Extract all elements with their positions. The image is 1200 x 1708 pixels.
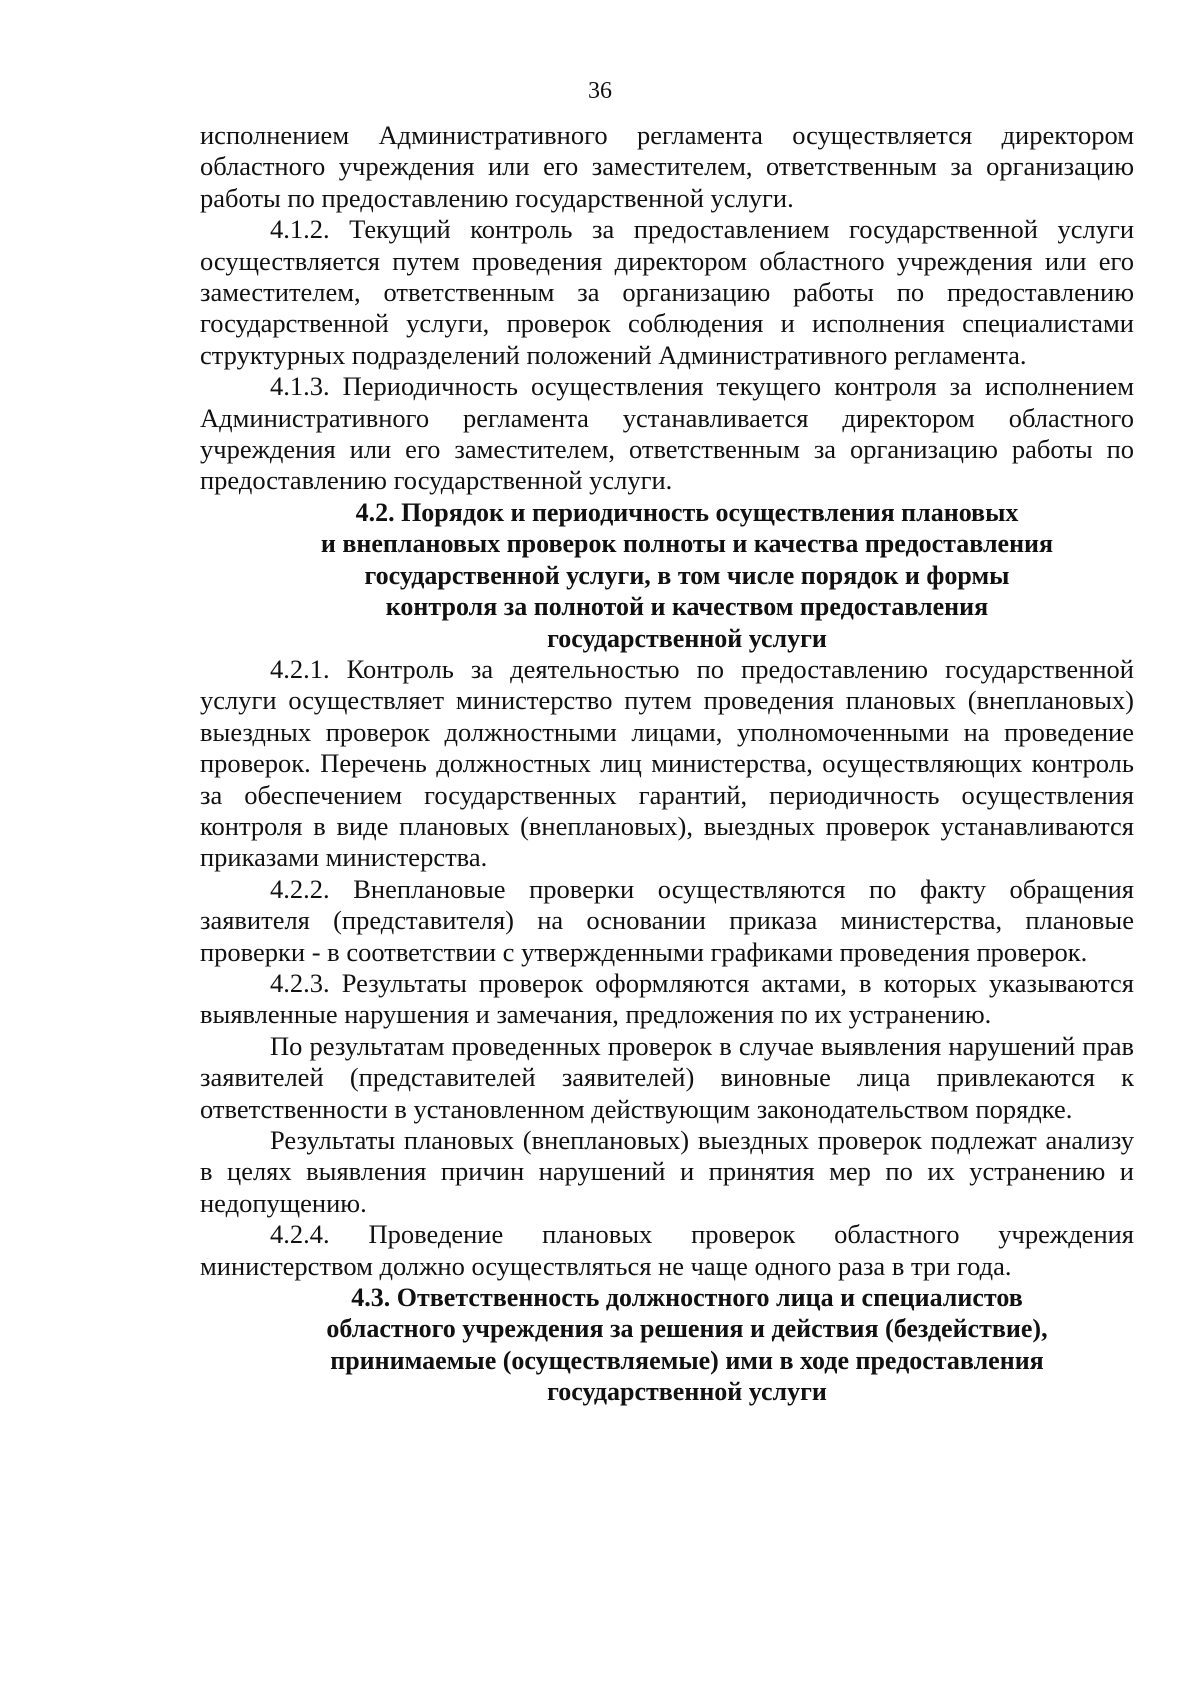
heading-line: контроля за полнотой и качеством предоставления [385,592,989,622]
heading-line: государственной услуги, в том числе порядок и формы [364,560,1010,590]
paragraph-4-2-4: 4.2.4. Проведение плановых проверок областного учреждения министерством должно осуществляться не чаще одного раза в три года. [200,1219,1134,1281]
heading-line: 4.3. Ответственность должностного лица и специалистов [351,1283,1023,1313]
paragraph-4-2-2: 4.2.2. Внеплановые проверки осуществляются по факту обращения заявителя (представителя) на основании приказа министерства, плановые проверки - в соответствии с утвержденными графиками проведения проверок. [200,873,1134,967]
heading-line: областного учреждения за решения и действия (бездействие), [326,1314,1048,1344]
document-body [200,120,1134,1408]
section-heading-4-3 [200,1282,1134,1408]
heading-line: 4.2. Порядок и периодичность осуществления плановых [355,497,1019,527]
page-number: 36 [588,78,612,104]
paragraph-4-1-3: 4.1.3. Периодичность осуществления текущего контроля за исполнением Административного регламента устанавливается директором областного учреждения или его заместителем, ответственным за организацию работы по предоставлению государственной услуги. [200,371,1134,496]
paragraph-4-2-3: 4.2.3. Результаты проверок оформляются актами, в которых указываются выявленные нарушения и замечания, предложения по их устранению. [200,967,1134,1030]
paragraph: исполнением Административного регламента осуществляется директором областного учреждения или его заместителем, ответственным за организацию работы по предоставлению государственной услуги. [200,120,1134,213]
heading-line: и внеплановых проверок полноты и качества предоставления [320,529,1054,559]
paragraph-4-2-1: 4.2.1. Контроль за деятельностью по предоставлению государственной услуги осуществляет министерство путем проведения плановых (внеплановых) выездных проверок должностными лицами, уполномоченными на проведение проверок. Перечень должностных лиц министерства, осуществляющих контроль за обеспечением государственных гарантий, периодичность осуществления контроля в виде плановых (внеплановых), выездных проверок устанавливаются приказами министерства. [200,653,1134,873]
heading-line: государственной услуги [547,623,827,653]
heading-line: государственной услуги [547,1377,827,1407]
paragraph: По результатам проведенных проверок в случае выявления нарушений прав заявителей (представителей заявителей) виновные лица привлекаются к ответственности в установленном действующим законодательством порядке. [200,1030,1134,1124]
paragraph-4-1-2: 4.1.2. Текущий контроль за предоставлением государственной услуги осуществляется путем проведения директором областного учреждения или его заместителем, ответственным за организацию работы по предоставлению государственной услуги, проверок соблюдения и исполнения специалистами структурных подразделений положений Административного регламента. [200,214,1134,370]
section-heading-4-2 [200,497,1134,654]
paragraph: Результаты плановых (внеплановых) выездных проверок подлежат анализу в целях выявления причин нарушений и принятия мер по их устранению и недопущению. [200,1125,1134,1218]
heading-line: принимаемые (осуществляемые) ими в ходе предоставления [330,1345,1044,1375]
